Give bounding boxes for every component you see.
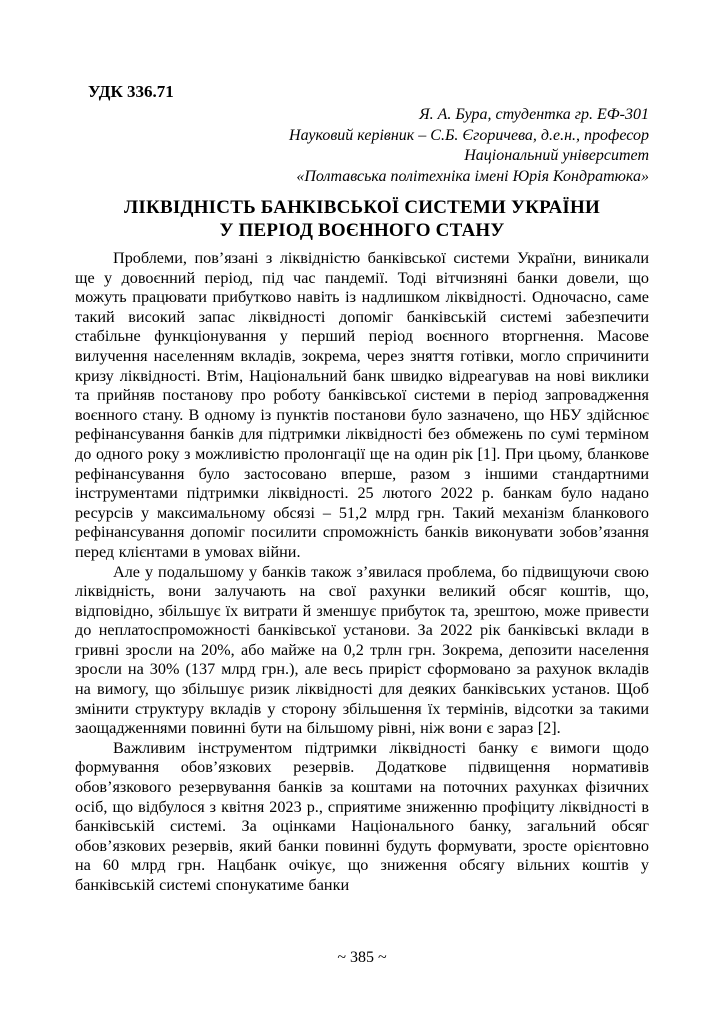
paragraph-3: Важливим інструментом підтримки ліквідності банку є вимоги щодо формування обов’язкових резервів. Додаткове підвищення нормативів обов’язкового резервування банків за коштами на поточних рахунках фізичних осіб, що відбулося з квітня 2023 р., сприятиме зниженню профіциту ліквідності в банківській системі. За оцінками Національного банку, загальний обсяг обов’язкових резервів, який банки повинні будуть формувати, зросте орієнтовно на 60 млрд грн. Нацбанк очікує, що зниження обсягу вільних коштів у банківській системі спонукатиме банки bbox=[75, 738, 649, 894]
author-name-line: Я. А. Бура, студентка гр. ЕФ-301 bbox=[419, 106, 649, 123]
page-number: ~ 385 ~ bbox=[337, 949, 387, 966]
paragraph-2: Але у подальшому у банків також з’явилася проблема, бо підвищуючи свою ліквідність, вони залучають на свої рахунки великий обсяг коштів, що, відповідно, збільшує їх витрати й зменшує прибуток та, зрештою, може привести до неплатоспроможності банківської установи. За 2022 рік банківські вклади в гривні зросли на 20%, або майже на 0,2 трлн грн. Зокрема, депозити населення зросли на 30% (137 млрд грн.), але весь приріст сформовано за рахунок вкладів на вимогу, що збільшує ризик ліквідності для деяких банківських установ. Щоб змінити структуру вкладів у сторону збільшення їх термінів, відсотки за такими заощадженнями повинні бути на більшому рівні, ніж вони є зараз [2]. bbox=[75, 562, 649, 738]
university-name-line: «Полтавська політехніка імені Юрія Кондратюка» bbox=[296, 167, 649, 185]
author-block bbox=[75, 105, 649, 187]
paper-title bbox=[75, 196, 649, 242]
paragraph-1: Проблеми, пов’язані з ліквідністю банківської системи України, виникали ще у довоєнний період, під час пандемії. Тоді вітчизняні банки довели, що можуть працювати прибутково навіть із надлишком ліквідності. Одночасно, саме такий високий запас ліквідності допоміг банківській системі забезпечити стабільне функціонування у перший період воєнного вторгнення. Масове вилучення населенням вкладів, зокрема, через зняття готівки, могло спричинити кризу ліквідності. Втім, Національний банк швидко відреагував на нові виклики та прийняв постанову про роботу банківської системи в період запровадження воєнного стану. В одному із пунктів постанови було зазначено, що НБУ здійснює рефінансування банків для підтримки ліквідності без обмежень по сумі терміном до одного року з можливістю пролонгації ще на один рік [1]. При цьому, бланкове рефінансування було застосовано вперше, разом з іншими стандартними інструментами підтримки ліквідності. 25 лютого 2022 р. банкам було надано ресурсів у максимальному обсязі – 51,2 млрд грн. Такий механізм бланкового рефінансування допоміг посилити спроможність банків виконувати зобов’язання перед клієнтами в умовах війни. bbox=[75, 249, 649, 561]
paper-title-line-1: ЛІКВІДНІСТЬ БАНКІВСЬКОЇ СИСТЕМИ УКРАЇНИ bbox=[124, 197, 600, 218]
paper-body bbox=[75, 249, 649, 896]
udc-code: УДК 336.71 bbox=[88, 82, 174, 101]
supervisor-line: Науковий керівник – С.Б. Єгоричева, д.е.н., професор bbox=[289, 126, 649, 144]
paper-title-line-2: У ПЕРІОД ВОЄННОГО СТАНУ bbox=[219, 220, 505, 241]
university-line: Національний університет bbox=[464, 147, 649, 164]
